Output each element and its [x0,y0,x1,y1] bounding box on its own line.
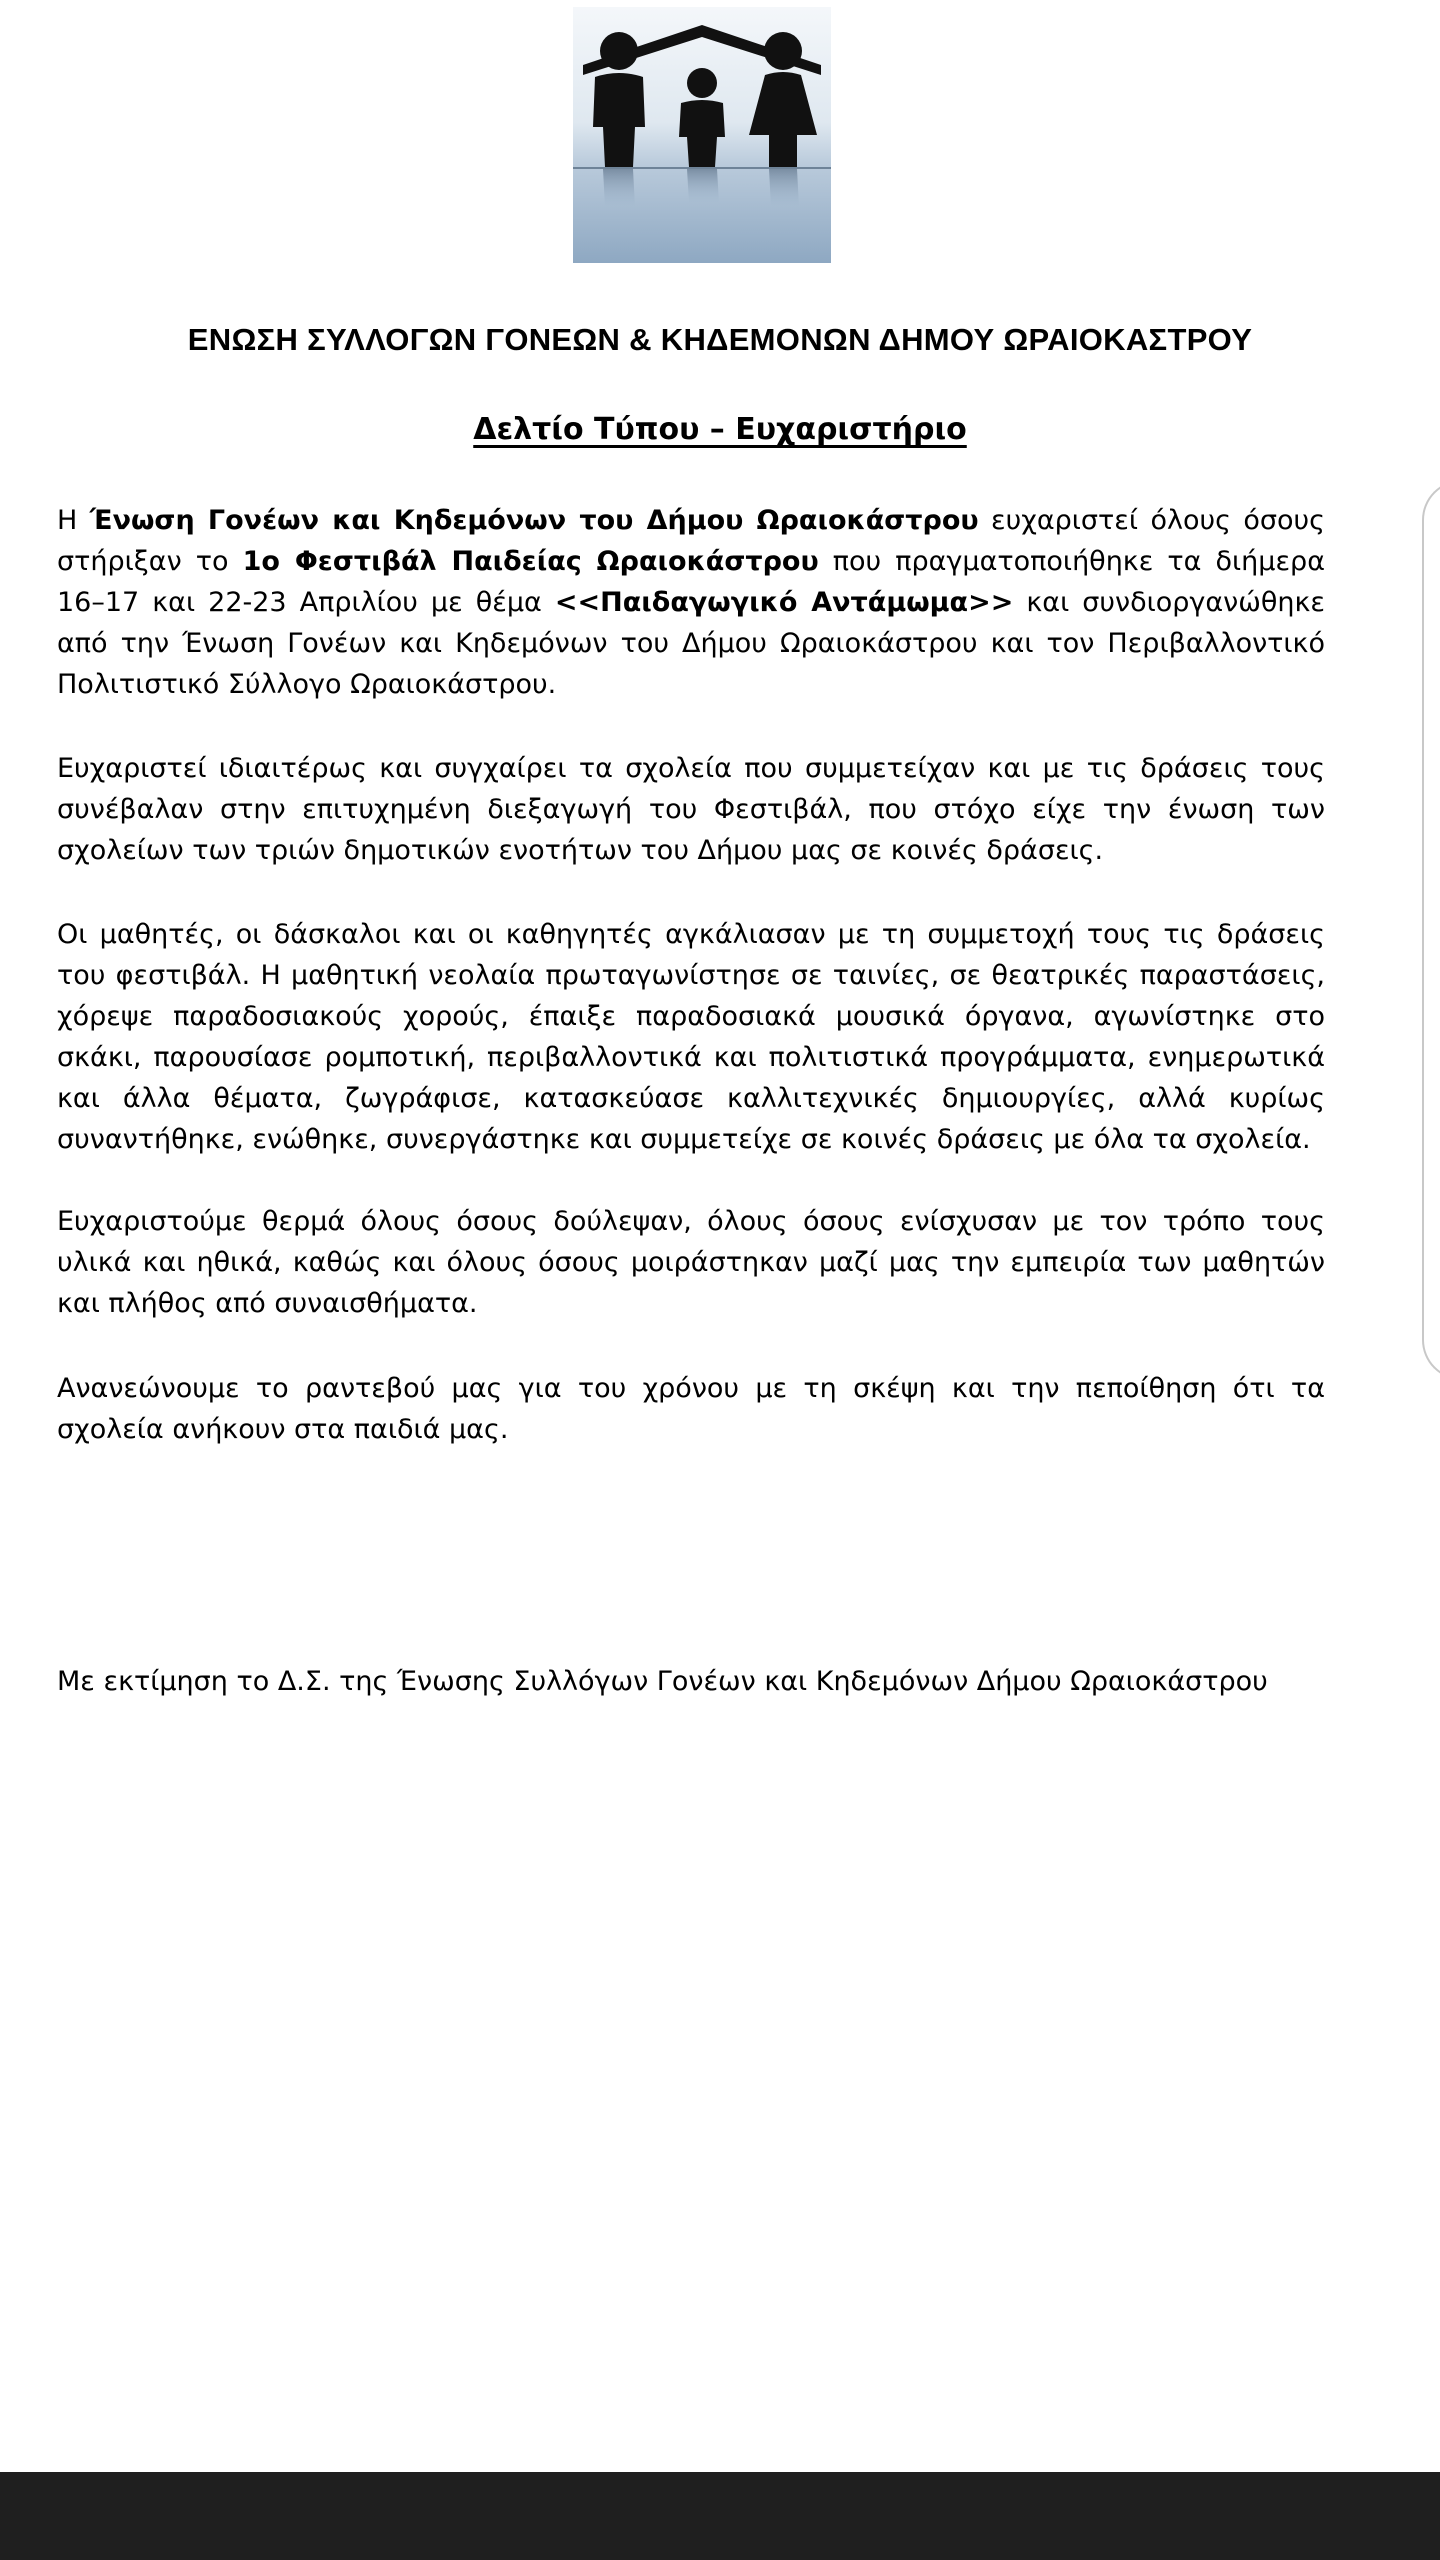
bottom-bar [0,2472,1440,2560]
paragraph-1-text: που πραγματοποιήθηκε τα διήμερα 16–17 και 22-23 Απριλίου με θέμα [57,546,1325,618]
paragraph-2: Ευχαριστεί ιδιαιτέρως και συγχαίρει τα σχολεία που συμμετείχαν και με τις δράσεις τους συνέβαλαν στην επιτυχημένη διεξαγωγή του Φεστιβάλ, που στόχο είχε την ένωση των σχολείων των τριών δημοτικών ενοτήτων του Δήμου μας σε κοινές δράσεις. [57,753,1325,866]
family-house-logo-icon [573,7,831,263]
signature: Με εκτίμηση το Δ.Σ. της Ένωσης Συλλόγων Γονέων και Κηδεμόνων Δήμου Ωραιοκάστρου [57,1666,1268,1697]
document-title: Δελτίο Τύπου – Ευχαριστήριο [473,412,967,447]
paragraph-3: Οι μαθητές, οι δάσκαλοι και οι καθηγητές αγκάλιασαν με τη συμμετοχή τους τις δράσεις του φεστιβάλ. Η μαθητική νεολαία πρωταγωνίστησε σε ταινίες, σε θεατρικές παραστάσεις, χόρεψε παραδοσιακούς χορούς, έπαιξε παραδοσιακά μουσικά όργανα, αγωνίστηκε στο σκάκι, παρουσίασε ρομποτική, περιβαλλοντικά και πολιτιστικά προγράμματα, ενημερωτικά και άλλα θέματα, ζωγράφισε, κατασκεύασε καλλιτεχνικές δημιουργίες, αλλά κυρίως συναντήθηκε, ενώθηκε, συνεργάστηκε και συμμετείχε σε κοινές δράσεις με όλα τα σχολεία. [57,919,1325,1155]
paragraph-5: Ανανεώνουμε το ραντεβού μας για του χρόνου με τη σκέψη και την πεποίθηση ότι τα σχολεία ανήκουν στα παιδιά μας. [57,1373,1325,1445]
paragraph-1-bold-union: Ένωση Γονέων και Κηδεμόνων του Δήμου Ωραιοκάστρου [89,505,979,536]
paragraph-1-text: και συνδιοργανώθηκε από την Ένωση Γονέων και Κηδεμόνων του Δήμου Ωραιοκάστρου και τον Περιβαλλοντικό Πολιτιστικό Σύλλογο Ωραιοκάστρου. [57,587,1325,700]
paragraph-1-text: ευχαριστεί όλους όσους στήριξαν το [57,505,1325,577]
paragraph-4: Ευχαριστούμε θερμά όλους όσους δούλεψαν, όλους όσους ενίσχυσαν με τον τρόπο τους υλικά και ηθικά, καθώς και όλους όσους μοιράστηκαν μαζί μας την εμπειρία των μαθητών και πλήθος από συναισθήματα. [57,1206,1325,1319]
paragraph-1-bold-festival: 1ο Φεστιβάλ Παιδείας Ωραιοκάστρου [242,546,819,577]
paragraph-1-bold-theme: <<Παιδαγωγικό Αντάμωμα>> [554,587,1014,618]
paragraph-1-text: Η [57,505,90,536]
paragraph-1 [57,500,1325,705]
organization-title: ΕΝΩΣΗ ΣΥΛΛΟΓΩΝ ΓΟΝΕΩΝ & ΚΗΔΕΜΟΝΩΝ ΔΗΜΟΥ ΩΡΑΙΟΚΑΣΤΡΟΥ [187,322,1253,357]
page-edge-curve [1422,480,1440,1380]
